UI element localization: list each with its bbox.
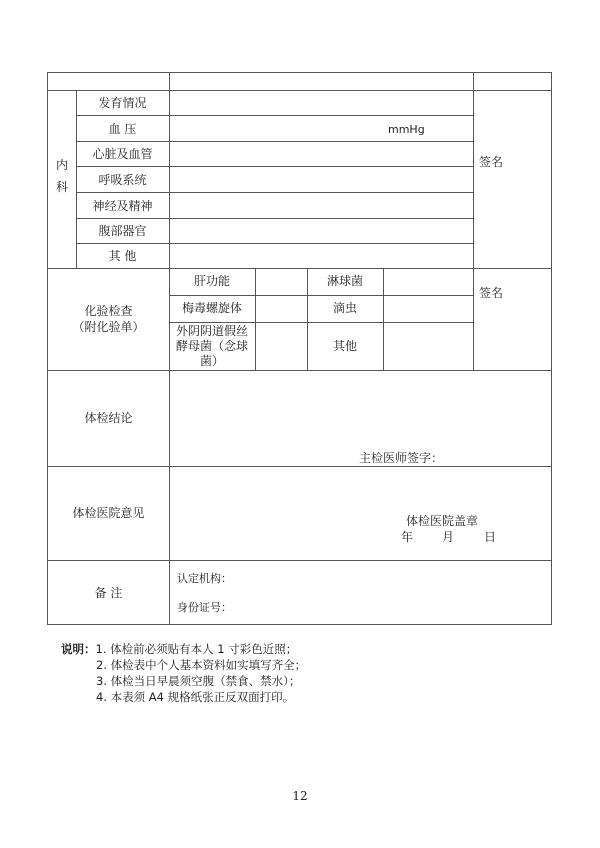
test-other: 其他 <box>332 339 357 353</box>
lab-sign: 签名 <box>479 286 504 300</box>
instructions <box>61 641 306 705</box>
test-candida-2: 酵母菌（念球 <box>175 339 248 353</box>
item-abdominal: 腹部器官 <box>98 224 147 238</box>
lab-section-sub: （附化验单） <box>72 320 145 334</box>
date-year: 年 <box>401 530 414 544</box>
row-divider <box>169 322 473 323</box>
date-day: 日 <box>484 530 497 544</box>
item-blood-pressure: 血 压 <box>108 122 137 136</box>
institution-label: 认定机构： <box>177 572 232 585</box>
neike-sign: 签名 <box>479 155 504 169</box>
instruction-item: 4. 本表须 A4 规格纸张正反双面打印。 <box>96 690 295 704</box>
remarks-label: 备 注 <box>94 586 123 600</box>
item-other: 其 他 <box>108 249 137 263</box>
lab-section-label: 化验检查 <box>84 304 133 318</box>
test-candida-3: 菌） <box>199 354 224 368</box>
page-number: 12 <box>292 789 308 803</box>
item-cardio: 心脏及血管 <box>92 147 153 161</box>
test-gonorrhea: 淋球菌 <box>326 274 363 288</box>
row-divider <box>48 370 551 371</box>
instruction-item: 1. 体检前必须贴有本人 1 寸彩色近照； <box>95 642 298 656</box>
item-development: 发育情况 <box>98 96 147 110</box>
row-divider <box>48 90 551 91</box>
row-divider <box>76 166 473 167</box>
item-respiratory: 呼吸系统 <box>98 173 147 187</box>
row-divider <box>76 192 473 193</box>
bp-unit: mmHg <box>388 123 425 136</box>
instruction-item: 3. 体检当日早晨须空腹（禁食、禁水）； <box>96 674 301 688</box>
row-divider <box>76 115 473 116</box>
row-divider <box>48 560 551 561</box>
doctor-signature-label: 主检医师签字： <box>359 451 444 465</box>
id-number-label: 身份证号： <box>177 601 232 614</box>
instruction-item: 2. 体检表中个人基本资料如实填写齐全； <box>96 658 307 672</box>
row-divider <box>76 243 473 244</box>
test-trichomonas: 滴虫 <box>332 301 357 315</box>
col-divider <box>383 268 384 370</box>
neike-section-label: 内科 <box>55 158 68 194</box>
test-candida-1: 外阴阴道假丝 <box>175 324 248 338</box>
row-divider <box>76 218 473 219</box>
row-divider <box>48 466 551 467</box>
row-divider <box>76 141 473 142</box>
medical-exam-form <box>47 72 552 625</box>
date-month: 月 <box>442 530 455 544</box>
row-divider <box>48 268 551 269</box>
row-divider <box>169 295 473 296</box>
instructions-lead: 说明： <box>61 642 96 656</box>
test-syphilis: 梅毒螺旋体 <box>181 301 242 315</box>
test-liver: 肝功能 <box>193 274 230 288</box>
hospital-label: 体检医院意见 <box>72 506 145 520</box>
col-divider <box>473 73 474 370</box>
conclusion-label: 体检结论 <box>84 411 133 425</box>
item-neuro: 神经及精神 <box>92 199 153 213</box>
col-divider <box>255 268 256 370</box>
hospital-stamp: 体检医院盖章 <box>406 514 479 528</box>
